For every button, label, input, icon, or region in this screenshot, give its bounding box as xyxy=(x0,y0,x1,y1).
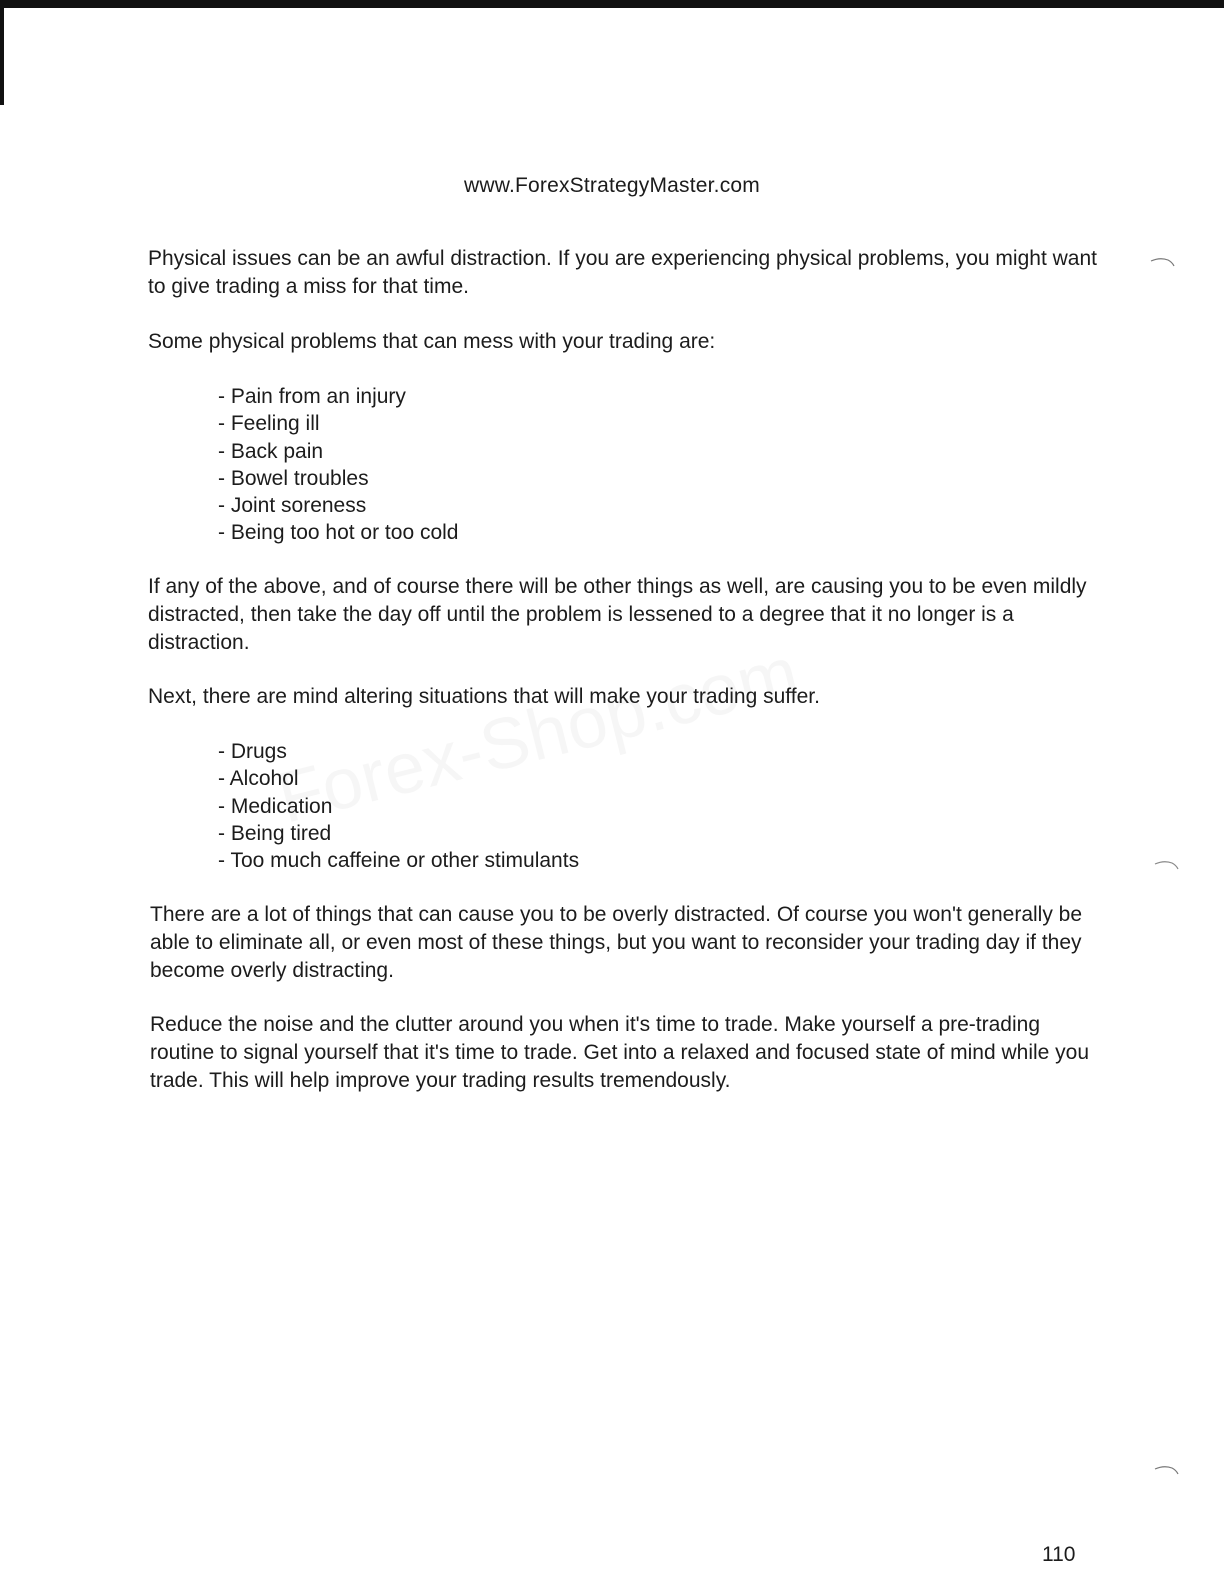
hole-punch-mark xyxy=(1154,858,1180,872)
scan-left-edge xyxy=(0,0,4,105)
physical-problems-list xyxy=(218,383,459,547)
scan-top-edge xyxy=(0,0,1224,8)
paragraph-physical-issues: Physical issues can be an awful distraction. If you are experiencing physical problems, you might want to give trading a miss for that time. xyxy=(148,247,1097,298)
list-item: - Too much caffeine or other stimulants xyxy=(218,849,580,873)
list-item: - Feeling ill xyxy=(218,412,320,436)
list-item: - Pain from an injury xyxy=(218,385,406,408)
list-item: - Back pain xyxy=(218,439,324,463)
page-number: 110 xyxy=(1042,1543,1076,1566)
list-item: - Being too hot or too cold xyxy=(218,521,459,545)
list-item: - Medication xyxy=(218,794,333,818)
list-item: - Alcohol xyxy=(218,767,299,791)
list-item: - Joint soreness xyxy=(218,494,367,518)
mind-altering-list xyxy=(218,738,579,874)
list-item: - Bowel troubles xyxy=(218,466,369,490)
paragraph-physical-problems-intro: Some physical problems that can mess with your trading are: xyxy=(148,330,716,353)
page-header-url: www.ForexStrategyMaster.com xyxy=(464,174,760,197)
hole-punch-mark xyxy=(1150,255,1176,269)
paragraph-overly-distracted: There are a lot of things that can cause you to be overly distracted. Of course you won't generally be able to eliminate all, or even most of these things, but you want to reconsider your trading day if they become overly distracting. xyxy=(150,903,1083,982)
paragraph-take-day-off: If any of the above, and of course there will be other things as well, are causing you to be even mildly distracted, then take the day off until the problem is lessened to a degree that it no longer is a distraction. xyxy=(148,575,1087,654)
paragraph-reduce-noise: Reduce the noise and the clutter around you when it's time to trade. Make yourself a pre-trading routine to signal yourself that it's time to trade. Get into a relaxed and focused state of mind while you trade. This will help improve your trading results tremendously. xyxy=(150,1013,1090,1092)
list-item: - Drugs xyxy=(218,740,287,763)
hole-punch-mark xyxy=(1154,1463,1180,1477)
list-item: - Being tired xyxy=(218,821,332,845)
paragraph-mind-altering: Next, there are mind altering situations that will make your trading suffer. xyxy=(148,685,820,708)
